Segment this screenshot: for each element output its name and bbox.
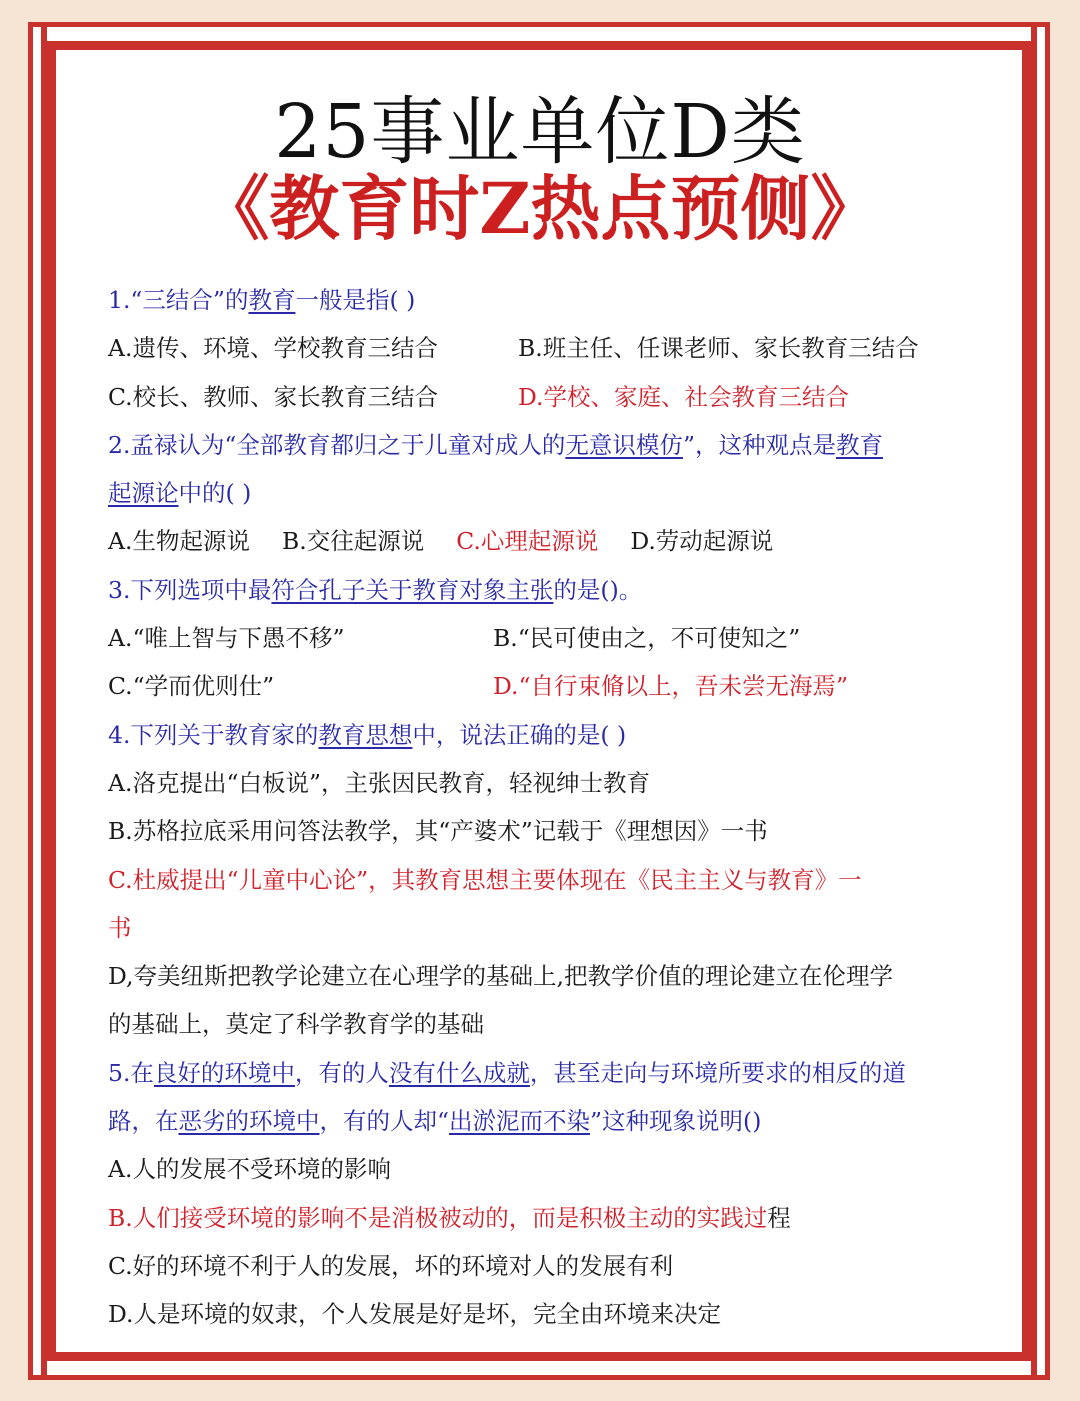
question-3-stem: 3.下列选项中最符合孔子关于教育对象主张的是()。 (108, 575, 643, 604)
question-2-options (108, 517, 988, 565)
question-3-options-cd (108, 662, 988, 710)
option-c: C.“学而优则仕” (108, 672, 275, 701)
question-5-stem: 5.在良好的环境中，有的人没有什么成就，甚至走向与环境所要求的相反的道 (108, 1058, 906, 1087)
question-4-stem: 4.下列关于教育家的教育思想中，说法正确的是( ) (108, 720, 627, 749)
question-1-options-ab (108, 324, 988, 372)
option-d-answer: D.学校、家庭、社会教育三结合 (518, 382, 849, 411)
question-5-option-c: C.好的环境不利于人的发展，坏的环境对人的发展有利 (108, 1251, 674, 1280)
option-d-answer: D.“自行束脩以上，吾未尝无海焉” (493, 672, 849, 701)
question-4-option-c-answer-cont: 书 (108, 913, 132, 942)
question-4-option-d-cont: 的基础上，莫定了科学教育学的基础 (108, 1010, 484, 1039)
question-3-options-ab (108, 614, 988, 662)
question-5-option-b-answer: B.人们接受环境的影响不是消极被动的，而是积极主动的实践过程 (108, 1203, 791, 1232)
question-4-option-d: D,夸美纽斯把教学论建立在心理学的基础上,把教学价值的理论建立在伦理学 (108, 962, 893, 991)
question-2-stem: 2.孟禄认为“全部教育都归之于儿童对成人的无意识模仿”，这种观点是教育 (108, 430, 883, 459)
question-4-option-b: B.苏格拉底采用问答法教学，其“产婆术”记载于《理想因》一书 (108, 817, 768, 846)
option-a: A.遗传、环境、学校教育三结合 (108, 334, 438, 363)
option-a: A.生物起源说 (108, 527, 250, 556)
question-1-stem: 1.“三结合”的教育一般是指( ) (108, 286, 416, 314)
question-2-stem-cont: 起源论中的( ) (108, 479, 252, 508)
option-d: D.劳动起源说 (630, 527, 774, 556)
question-5-stem-cont: 路，在恶劣的环境中，有的人却“出淤泥而不染”这种现象说明() (108, 1107, 762, 1136)
option-c-answer: C.心理起源说 (456, 527, 599, 556)
question-list (108, 276, 988, 1339)
question-4-option-a: A.洛克提出“白板说”，主张因民教育，轻视绅士教育 (108, 768, 650, 797)
question-5-option-a: A.人的发展不受环境的影响 (108, 1155, 391, 1184)
question-4-option-c-answer: C.杜威提出“儿童中心论”，其教育思想主要体现在《民主主义与教育》一 (108, 865, 862, 894)
question-1-options-cd (108, 373, 988, 421)
page-subtitle: 《教育时Z热点预侧》 (199, 167, 881, 250)
option-b: B.班主任、任课老师、家长教育三结合 (518, 334, 919, 363)
option-a: A.“唯上智与下愚不移” (108, 624, 345, 653)
page-title: 25事业单位D类 (274, 89, 806, 175)
option-b: B.交往起源说 (281, 527, 425, 556)
question-5-option-d: D.人是环境的奴隶，个人发展是好是坏，完全由环境来决定 (108, 1300, 721, 1329)
option-b: B.“民可使由之，不可使知之” (493, 624, 801, 653)
option-c: C.校长、教师、家长教育三结合 (108, 382, 439, 411)
